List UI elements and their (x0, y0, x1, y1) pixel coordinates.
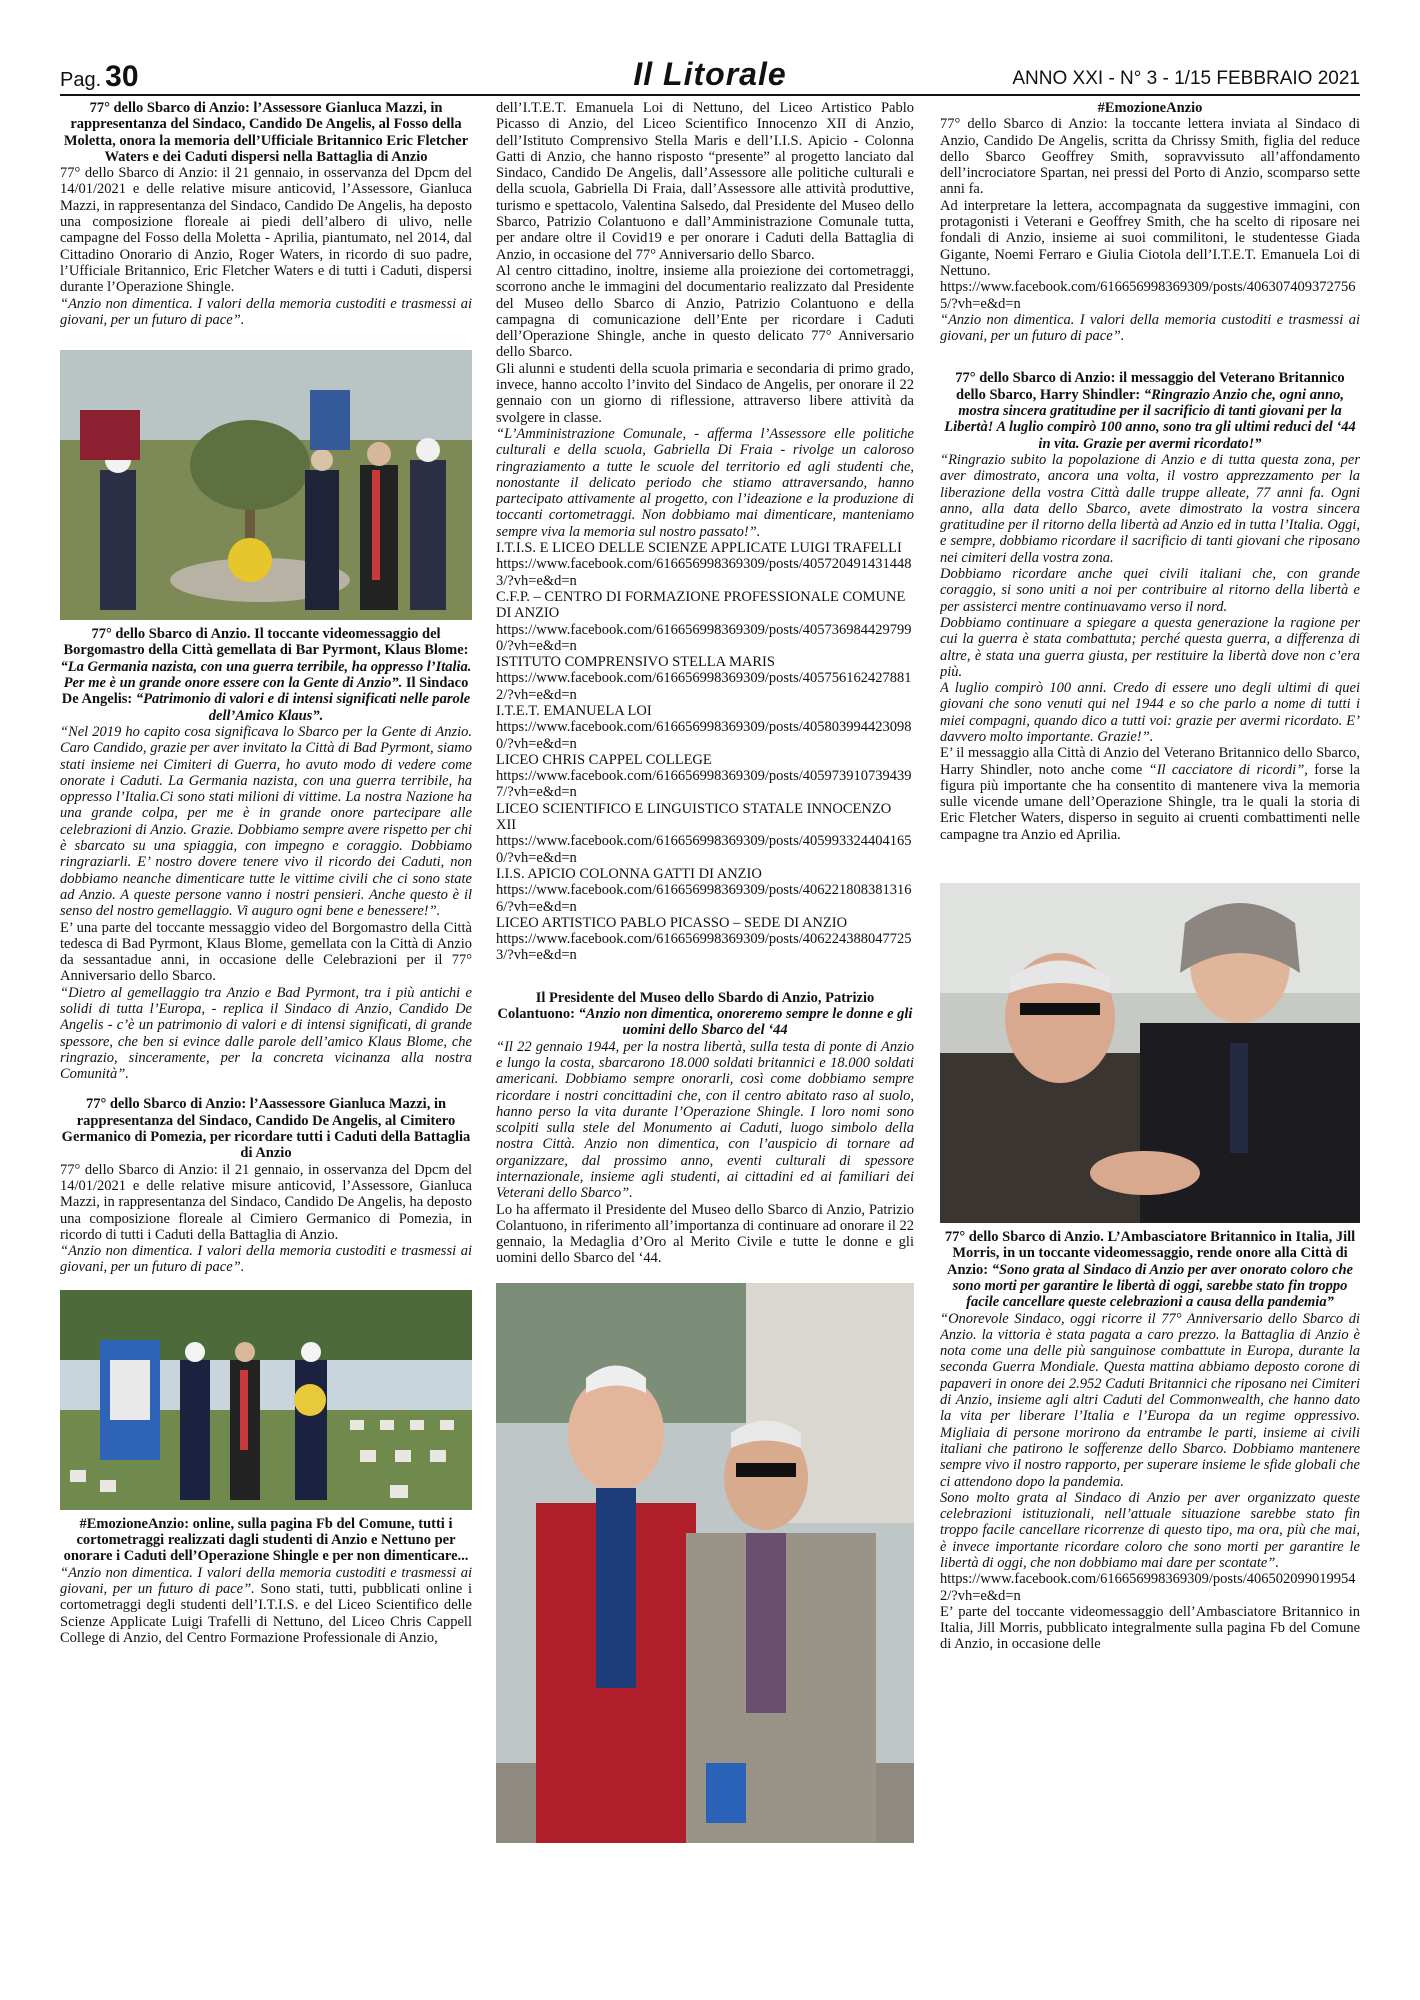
article-body: 77° dello Sbarco di Anzio: il 21 gennaio, in osservanza del Dpcm del 14/01/2021 e delle relative misure anticovid, l’Assessore, Gianluca Mazzi, in rappresentanza del Sindaco, Candido De Angelis, ha deposto una composizione floreale ai piedi dell’albero di ulivo, nelle campagne del Fosso della Moletta - Aprilia, piantumato, nel 2014, dal Cittadino Onorario di Anzio, Roger Waters, in ricordo di suo padre, l’Ufficiale Britannico, Eric Fletcher Waters e di tutti i Caduti, dispersi durante l’Operazione Shingle. (60, 165, 472, 296)
school-link[interactable]: https://www.facebook.com/616656998369309/posts/4058039944230980/?vh=e&d=n (496, 719, 912, 752)
column-2 (496, 100, 914, 1980)
school-link[interactable]: https://www.facebook.com/616656998369309/posts/4062243880477253/?vh=e&d=n (496, 931, 912, 964)
article-title: 77° dello Sbarco di Anzio: l’Assessore Gianluca Mazzi, in rappresentanza del Sindaco, Candido De Angelis, al Fosso della Moletta, onora la memoria dell’Ufficiale Britannico Eric Fletcher Waters e dei Caduti dispersi nella Battaglia di Anzio (63, 100, 469, 165)
school-name: LICEO SCIENTIFICO E LINGUISTICO STATALE INNOCENZO XII (496, 800, 892, 834)
school-link[interactable]: https://www.facebook.com/616656998369309/posts/4057369844297990/?vh=e&d=n (496, 621, 912, 654)
body-inline: , forse la figura più importante che ha consentito di mantenere viva la memoria sulle vicende umane dell’Operazione Shingle, tra le quali la storia di Eric Fletcher Waters, disperso in seguito ai cruenti combattimenti nelle campagne tra Anzio ed Aprilia. (940, 761, 1360, 843)
school-name: I.T.I.S. E LICEO DELLE SCIENZE APPLICATE LUIGI TRAFELLI (496, 540, 902, 557)
school-name: LICEO ARTISTICO PABLO PICASSO – SEDE DI ANZIO (496, 914, 848, 931)
article-quote: “Anzio non dimentica. I valori della memoria custoditi e trasmessi ai giovani, per un futuro di pace”. (940, 311, 1360, 345)
school-name: LICEO CHRIS CAPPEL COLLEGE (496, 751, 712, 768)
title-italic: “Patrimonio di valori e di intensi significati nelle parole dell’Amico Klaus”. (135, 691, 471, 724)
article-quote: “Dietro al gemellaggio tra Anzio e Bad Pyrmont, tra i più antichi e solidi di tutta l’Europa, - replica il Sindaco di Anzio, Candido De Angelis - c’è un patrimonio di valori e di intensi significati, di grande spessore, che ben si evince dalle parole dell’amico Klaus Blome, che ringrazio, sinceramente, per la concreta vicinanza alla nostra Comunità”. (60, 984, 472, 1083)
article-link[interactable]: https://www.facebook.com/616656998369309/posts/4065020990199542/?vh=e&d=n (940, 1571, 1356, 1604)
article-body (60, 1565, 472, 1646)
school-name: C.F.P. – CENTRO DI FORMAZIONE PROFESSIONALE COMUNE DI ANZIO (496, 588, 906, 622)
article-title (940, 370, 1360, 451)
article-quote: Sono molto grata al Sindaco di Anzio per aver organizzato queste celebrazioni istituzionali, nell’attuale situazione sarebbe stato fin troppo facile cancellare ricorrenze di questo tipo, ma ora, più che mai, è invece importante ricordare coloro che sono morti per garantire le libertà di oggi, che non dobbiamo mai dare per scontate”. (940, 1489, 1360, 1571)
school-name: ISTITUTO COMPRENSIVO STELLA MARIS (496, 654, 775, 671)
body-italic: “Il cacciatore di ricordi” (1148, 761, 1305, 778)
page-label: Pag. (60, 69, 102, 91)
article-body: Lo ha affermato il Presidente del Museo dello Sbarco di Anzio, Patrizio Colantuono, in riferimento all’importanza di continuare ad onorare il 22 gennaio, la Medaglia d’Oro al Merito Civile e tutte le donne e gli uomini dello Sbarco del ‘44. (496, 1201, 914, 1267)
body-inline: E’ il messaggio alla Città di Anzio del Veterano Britannico dello Sbarco, Harry Shindler, noto anche come (940, 745, 1360, 778)
article-title: #EmozioneAnzio: online, sulla pagina Fb del Comune, tutti i cortometraggi realizzati dagli studenti di Anzio e Nettuno per onorare i Caduti dell’Operazione Shingle e per non dimenticare... (63, 1515, 469, 1565)
title-part: Il Sindaco De Angelis: (61, 675, 469, 708)
article-title (940, 1229, 1360, 1310)
article-body: E’ una parte del toccante messaggio video del Borgomastro della Città tedesca di Bad Pyrmont, Klaus Blome, gemellata con la Città di Anzio da sessantadue anni, in occasione delle Celebrazioni per il 77° Anniversario dello Sbarco. (60, 919, 472, 985)
title-part: 77° dello Sbarco di Anzio. L’Ambasciatore Britannico in Italia, Jill Morris, in un toccante videomessaggio, rende onore alla Città di Anzio: (944, 1229, 1356, 1278)
school-link[interactable]: https://www.facebook.com/616656998369309/posts/4059933244041650/?vh=e&d=n (496, 833, 912, 866)
photo-moletta-ceremony (60, 350, 472, 620)
school-link[interactable]: https://www.facebook.com/616656998369309/posts/4062218083813166/?vh=e&d=n (496, 882, 912, 915)
article-link[interactable]: https://www.facebook.com/616656998369309/posts/4063074093727565/?vh=e&d=n (940, 279, 1356, 312)
article-body: 77° dello Sbarco di Anzio: il 21 gennaio, in osservanza del Dpcm del 14/01/2021 e delle relative misure anticovid, l’Assessore, Gianluca Mazzi, in rappresentanza del Sindaco, Candido De Angelis, ha deposto una composizione floreale al Cimiero Germanico di Pomezia, in ricordo di tutti i Caduti della Battaglia di Anzio. (60, 1161, 472, 1243)
article-quote: “Ringrazio subito la popolazione di Anzio e di tutta questa zona, per aver dimostrato, ancora una volta, il vostro apprezzamento per la liberazione della vostra Città dalle truppe alleate, 77 anni fa. Ogni anno, alla data dello Sbarco, avete dimostrato la vostra sincera gratitudine per il ritorno della libertà ad Anzio ed in tutta l’Italia. Oggi, e sempre, dobbiamo ricordare il sacrificio di tanti giovani che riposano nei cimiteri della vostra zona. (940, 451, 1360, 566)
column-3 (940, 100, 1360, 1980)
article-body (940, 745, 1360, 843)
article-title: 77° dello Sbarco di Anzio: l’Aassessore Gianluca Mazzi, in rappresentanza del Sindaco, Candido De Angelis, al Cimitero Germanico di Pomezia, per ricordare tutti i Caduti della Battaglia di Anzio (61, 1096, 471, 1162)
article-quote: “Onorevole Sindaco, oggi ricorre il 77° Anniversario dello Sbarco di Anzio. la vittoria è stata pagata a caro prezzo. la Battaglia di Anzio è nota come una delle più sanguinose combattute in Europa, durante la seconda Guerra Mondiale. Questa mattina abbiamo deposto corone di papaveri in onore dei 2.952 Caduti Britannici che riposano nei Cimiteri di Anzio, insieme agli altri Caduti del Commonwealth, che hanno dato la vita per liberare l’Italia e l’Europa da un regime oppressivo. Migliaia di persone morirono da entrambe le parti, insieme ai civili italiani che patirono le sofferenze dello Sbarco. Dobbiamo mantenere sempre vivo il nostro rapporto, per superare insieme le sfide globali che ci attendono dopo la pandemia. (940, 1310, 1360, 1490)
school-link[interactable]: https://www.facebook.com/616656998369309/posts/4057204914314483/?vh=e&d=n (496, 556, 912, 589)
photo-colantuono-shindler (496, 1283, 914, 1843)
article-title (60, 626, 472, 724)
article-quote: “Nel 2019 ho capito cosa significava lo Sbarco per la Gente di Anzio. Caro Candido, grazie per aver invitato la Città di Bad Pyrmont, siamo stati insieme nei Cimiteri di Guerra, ho avuto modo di vedere come onorate i Caduti. La Germania nazista, con una guerra terribile, ha oppresso l’Italia.Ci sono stati milioni di vittime. La nostra Nazione ha una grande colpa, per me è in grande onore partecipare alle celebrazioni di Anzio. Grazie. Dobbiamo sempre avere rispetto per chi è sbarcato su una spiaggia, con impegno e coraggio. Dobbiamo ringraziarli. E’ nostro dovere tenere vivo il ricordo dei Caduti, non dobbiamo neanche dimenticare tutte le vittime civili che ci sono state ad Anzio. A queste persone vanno i nostri pensieri. Anche questo è il senso del nostro gemellaggio. Vi auguro ogni bene e benessere!”. (60, 723, 472, 920)
school-links-list (496, 540, 914, 964)
title-italic: “La Germania nazista, con una guerra terribile, ha oppresso l’Italia. Per me è un grande onore essere con la Gente di Anzio”. (60, 658, 472, 692)
newspaper-title: Il Litorale (633, 56, 787, 92)
article-body: Gli alunni e studenti della scuola primaria e secondaria di primo grado, invece, hanno accolto l’invito del Sindaco de Angelis, per onorare il 22 gennaio con un giorno di riflessione, attraverso libere attività da svolgere in classe. (496, 360, 914, 426)
school-link[interactable]: https://www.facebook.com/616656998369309/posts/4057561624278812/?vh=e&d=n (496, 670, 912, 703)
body-inline: Sono stati, tutti, pubblicati online i cortometraggi degli studenti dell’I.T.I.S. e del Liceo Scientifico delle Scienze Applicate Luigi Trafelli di Nettuno, del Liceo Chris Cappell College di Anzio, del Centro Formazione Professionale di Anzio, (60, 1580, 472, 1646)
photo-german-cemetery (60, 1290, 472, 1510)
title-italic: “Sono grata al Sindaco di Anzio per aver onorato coloro che sono morti per garantire le libertà di oggi, sarebbe stato fin troppo facile cancellare queste celebrazioni a causa della pandemia” (952, 1261, 1353, 1311)
school-name: I.T.E.T. EMANUELA LOI (496, 702, 652, 719)
article-quote: “Anzio non dimentica. I valori della memoria custoditi e trasmessi ai giovani, per un futuro di pace”. (60, 295, 472, 328)
article-body: dell’I.T.E.T. Emanuela Loi di Nettuno, del Liceo Artistico Pablo Picasso di Anzio, del Liceo Scientifico Innocenzo XII di Anzio, dell’Istituto Comprensivo Stella Maris e dell’I.I.S. Apicio - Colonna Gatti di Anzio, che hanno risposto “presente” al progetto lanciato dal Sindaco, Candido De Angelis, dall’Assessore alle politiche culturali e della scuola, Gabriella Di Fraia, dall’Assessore alle attività produttive, turismo e spettacolo, Valentina Salsedo, dal Presidente del Museo dello Sbarco, Patrizio Colantuono e dall’Amministrazione Comunale tutta, per andare oltre il Covid19 e per onorare i Caduti della Battaglia di Anzio, in occasione del 77° Anniversario dello Sbarco. (496, 100, 914, 263)
article-title (496, 990, 914, 1039)
article-quote: “L’Amministrazione Comunale, - afferma l’Assessore elle politiche culturali e della scuola, Gabriella Di Fraia - rivolge un caloroso ringraziamento a tutte le scuole del territorio ed agli studenti che, nonostante il delicato periodo che stiamo attraversando, hanno partecipato attivamente al progetto, con l’ideazione e la produzione di toccanti cortometraggi. Non dobbiamo mai dimenticare, manteniamo sempre viva la memoria sul nostro passato!”. (496, 425, 914, 540)
article-quote: “Il 22 gennaio 1944, per la nostra libertà, sulla testa di ponte di Anzio e lungo la costa, sbarcarono 18.000 soldati britannici e 18.000 soldati americani. Dobbiamo sempre onorarli, così come dobbiamo sempre ricordare i nostri concittadini che, con il centro abitato raso al suolo, hanno perso la vita durante l’Operazione Shingle. I loro nomi sono scolpiti sulla stele del Monumento ai Caduti, luogo simbolo della nostra Città. Anzio non dimentica, con l’auspicio di tornare ad organizzare, dal prossimo anno, eventi culturali di spessore internazionale, insieme agli studenti, ai cittadini ed ai familiari dei Veterani dello Sbarco”. (496, 1038, 914, 1202)
page-number-value: 30 (105, 60, 139, 93)
photo-waters-shindler (940, 883, 1360, 1223)
page-header (60, 58, 1360, 96)
article-body: E’ parte del toccante videomessaggio dell’Ambasciatore Britannico in Italia, Jill Morris, pubblicato integralmente sulla pagina Fb del Comune di Anzio, in occasione delle (940, 1603, 1360, 1653)
title-italic: “Ringrazio Anzio che, ogni anno, mostra sincera gratitudine per il sacrificio di tanti giovani per la Libertà! A luglio compirò 100 anno, sono tra gli ultimi reduci del ‘44 in vita. Grazie per avermi ricordato!” (944, 386, 1356, 452)
article-quote: Dobbiamo ricordare anche quei civili italiani che, con grande coraggio, si sono uniti a noi per contribuire al ritorno della libertà e per assisterci mentre continuavamo verso il nord. (940, 566, 1360, 615)
title-part: 77° dello Sbarco di Anzio: il messaggio del Veterano Britannico dello Sbarco, Harry Shindler: (955, 370, 1345, 403)
school-name: I.I.S. APICIO COLONNA GATTI DI ANZIO (496, 865, 762, 882)
article-quote: “Anzio non dimentica. I valori della memoria custoditi e trasmessi ai giovani, per un futuro di pace”. (60, 1243, 472, 1276)
issue-info: ANNO XXI - N° 3 - 1/15 FEBBRAIO 2021 (1012, 68, 1360, 89)
school-link[interactable]: https://www.facebook.com/616656998369309/posts/4059739107394397/?vh=e&d=n (496, 768, 912, 801)
title-part: Il Presidente del Museo dello Sbardo di Anzio, Patrizio Colantuono: (497, 989, 875, 1023)
article-quote: Dobbiamo continuare a spiegare a questa generazione la ragione per cui la guerra è stata combattuta; perché questa guerra, a differenza di altre, è stata una guerra giusta, per restituire la libertà dove non c’era più. (940, 614, 1360, 680)
column-1 (60, 100, 472, 1980)
article-title: #EmozioneAnzio (1097, 100, 1203, 116)
title-italic: “Anzio non dimentica, onoreremo sempre le donne e gli uomini dello Sbarco del ‘44 (578, 1006, 913, 1039)
article-quote: A luglio compirò 100 anni. Credo di essere uno degli ultimi di quei giovani che sono venuti qui nel 1944 e so che parlo a nome di tutti i miei compagni, quando dico a tutti voi: grazie per avermi ricordato. E’ davvero molto importante. Grazie!”. (940, 680, 1360, 745)
article-body: Al centro cittadino, inoltre, insieme alla proiezione dei cortometraggi, scorrono anche le immagini del documentario realizzato dal Presidente del Museo dello Sbarco di Anzio, Patrizio Colantuono e della campagna di comunicazione dell’Ente per ricordare i Caduti dell’Operazione Shingle, anche in questo delicato 77° Anniversario dello Sbarco. (496, 262, 914, 361)
title-part: 77° dello Sbarco di Anzio. Il toccante videomessaggio del Borgomastro della Città gemellata di Bar Pyrmont, Klaus Blome: (63, 626, 469, 659)
article-body: Ad interpretare la lettera, accompagnata da suggestive immagini, con protagonisti i Veterani e Geoffrey Smith, che ha scelto di riposare nei fondali di Anzio, insieme ai suoi commilitoni, le studentesse Giada Gigante, Noemi Ferraro e Giulia Ciotola dell’I.T.E.T. Emanuela Loi di Nettuno. (940, 197, 1360, 279)
quote-inline: “Anzio non dimentica. I valori della memoria custoditi e trasmessi ai giovani, per un futuro di pace”. (60, 1564, 472, 1597)
article-body: 77° dello Sbarco di Anzio: la toccante lettera inviata al Sindaco di Anzio, Candido De Angelis, scritta da Chrissy Smith, figlia del reduce dello Sbarco Geoffrey Smith, sopravvissuto all’affondamento dell’incrociatore Spartan, nei pressi del Porto di Anzio, scomparso sette anni fa. (940, 116, 1360, 198)
